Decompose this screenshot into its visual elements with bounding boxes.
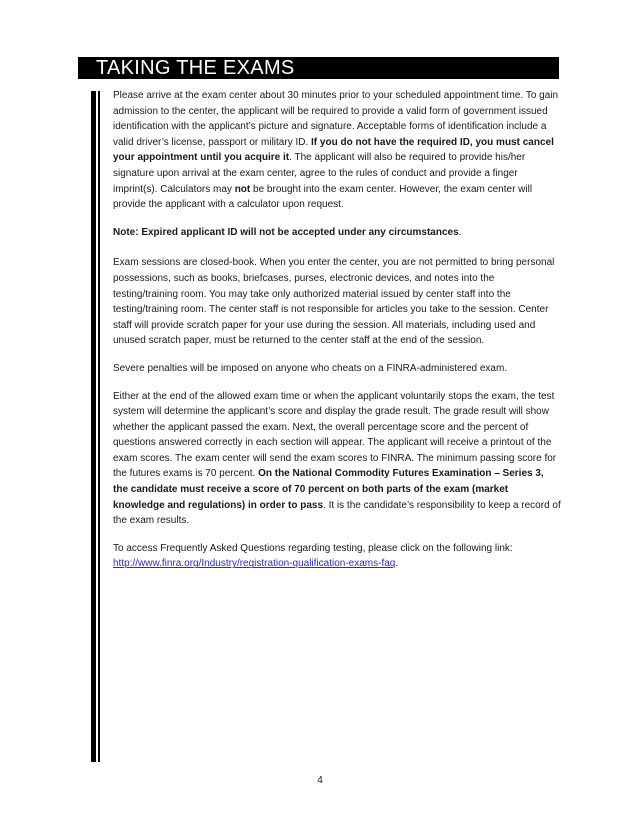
note-emphasis: Note: Expired applicant ID will not be accepted under any circumstances xyxy=(113,226,459,238)
paragraph-scoring xyxy=(113,389,561,529)
margin-rule-thick xyxy=(91,91,96,762)
paragraph-text: be brought into the exam center. However, the exam center will provide the applicant with a calculator upon request. xyxy=(113,183,533,211)
id-requirement-emphasis: If you do not have the required ID, you must cancel your appointment until you acquire it xyxy=(113,136,554,164)
paragraph-identification xyxy=(113,88,561,213)
paragraph-text: Please arrive at the exam center about 30 minutes prior to your scheduled appointment time. To gain admission to the center, the applicant will be required to provide a valid form of government issued identification with the applicant’s picture and signature. Acceptable forms of identification include a valid driver’s license, passport or military ID. xyxy=(113,90,559,148)
body-text xyxy=(113,88,561,584)
paragraph-text: Either at the end of the allowed exam time or when the applicant voluntarily stops the exam, the test system will determine the applicant’s score and display the grade result. The grade result will show whether the applicant passed the exam. Next, the overall percentage score and the percent of questions answered correctly in each section will appear. The applicant will receive a printout of the exam scores. The exam center will send the exam scores to FINRA. The minimum passing score for the futures exams is 70 percent. xyxy=(113,390,557,480)
note-end: . xyxy=(458,226,462,238)
paragraph-end: . xyxy=(395,558,399,570)
passing-score-emphasis: On the National Commodity Futures Examination – Series 3, the candidate must receive a score of 70 percent on both parts of the exam (market knowledge and regulations) in order to pass xyxy=(113,468,544,511)
section-title: TAKING THE EXAMS xyxy=(96,57,295,79)
not-emphasis: not xyxy=(234,183,251,195)
margin-rule-thin xyxy=(98,91,100,762)
paragraph-faq xyxy=(113,541,561,572)
paragraph-text: . The applicant will also be required to provide his/her signature upon arrival at the exam center, agree to the rules of conduct and provide a finger imprint(s). Calculators may xyxy=(113,152,526,195)
paragraph-text: . It is the candidate’s responsibility to keep a record of the exam results. xyxy=(113,499,561,527)
faq-link[interactable]: http://www.finra.org/Industry/registration-qualification-exams-faq xyxy=(113,558,396,570)
page-number: 4 xyxy=(317,775,323,786)
paragraph-penalties: Severe penalties will be imposed on anyone who cheats on a FINRA-administered exam. xyxy=(113,362,508,374)
note-expired-id xyxy=(113,225,561,241)
paragraph-text: To access Frequently Asked Questions regarding testing, please click on the following link: xyxy=(113,542,513,554)
paragraph-closed-book: Exam sessions are closed-book. When you enter the center, you are not permitted to bring personal possessions, such as books, briefcases, purses, electronic devices, and notes into the testing/training room. You may take only authorized material issued by center staff into the testing/training room. The center staff is not responsible for articles you take to the session. Center staff will provide scratch paper for your use during the session. All materials, including used and unused scratch paper, must be returned to the center staff at the end of the session. xyxy=(113,257,555,347)
